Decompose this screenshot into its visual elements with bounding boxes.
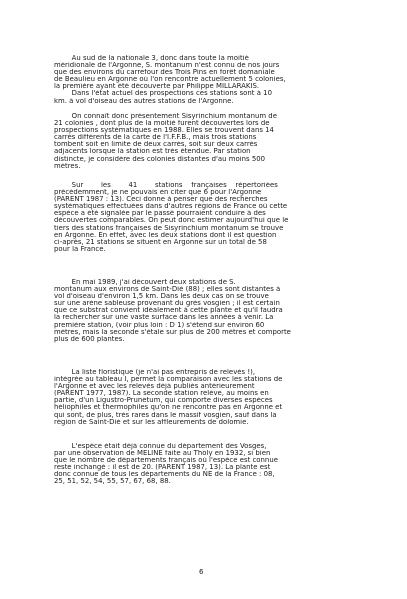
text-line: découvertes comparables. On peut donc estimer aujourd'hui que le: [54, 217, 289, 225]
page-number: 6: [199, 568, 204, 576]
text-line: qui sont, de plus, très rares dans le massif vosgien, sauf dans la: [54, 411, 277, 419]
text-line: (PARENT 1977, 1987). La seconde station relève, au moins en: [54, 390, 269, 398]
paragraph-2: [54, 113, 360, 170]
paragraph-4: [54, 279, 360, 343]
text-line: vol d'oiseau d'environ 1,5 km. Dans les deux cas on se trouve: [54, 293, 269, 301]
text-line: la première ayant été découverte par Philippe MILLARAKIS.: [54, 83, 260, 91]
text-line: 21 colonies , dont plus de la moitié furent découvertes lors de: [54, 120, 270, 128]
text-line: par une observation de MELINE faite au Tholy en 1932, si bien: [54, 450, 271, 458]
text-line: pour la France.: [54, 245, 106, 253]
text-line: que ce substrat convient idéalement à cette plante et qu'il faudra: [54, 307, 283, 315]
paragraph-1: [54, 55, 360, 105]
text-line: tiers des stations françaises de Sisyrinchium montanum se trouve: [54, 224, 284, 232]
text-line: systématiques effectuées dans d'autres régions de France où cette: [54, 203, 288, 211]
text-line: méridionale de l'Argonne, S. montanum n'est connu de nos jours: [54, 62, 280, 70]
text-line: héliophiles et thermophiles qu'on ne rencontre pas en Argonne et: [54, 404, 283, 412]
text-line: sur une arène sableuse provenant du grès vosgien ; il est certain: [54, 300, 280, 308]
text-line: Sur les 41 stations françaises répertoriées: [54, 182, 278, 189]
text-line: l'Argonne et avec les relevés déjà publiés antérieurement: [54, 383, 255, 391]
text-line: mètres, mais la seconde s'étale sur plus de 200 mètres et comporte: [54, 328, 291, 336]
text-line: On connaît donc présentement Sisyrinchium montanum de: [54, 113, 277, 120]
text-line: prospections systématiques en 1988. Elles se trouvent dans 14: [54, 127, 274, 135]
text-line: partie, d'un Ligustro-Prunetum, qui comporte diverses espèces: [54, 397, 273, 405]
text-line: (PARENT 1987 : 13). Ceci donne à penser que des recherches: [54, 196, 268, 204]
text-line: intégrée au tableau I, permet la comparaison avec les stations de: [54, 376, 283, 384]
text-line: tombent soit en limite de deux carrés, soit sur deux carrés: [54, 141, 258, 149]
text-line: montanum aux environs de Saint-Dié (88) ; elles sont distantes à: [54, 286, 281, 294]
text-line: En mai 1989, j'ai découvert deux stations de S.: [54, 279, 236, 286]
text-line: que des environs du carrefour des Trois Pins en forêt domaniale: [54, 69, 275, 77]
text-line: km. à vol d'oiseau des autres stations de l'Argonne.: [54, 97, 234, 105]
text-line: plus de 600 plantes.: [54, 335, 125, 343]
paragraph-5: [54, 369, 360, 426]
text-line: La liste floristique (je n'ai pas entrepris de relevés !),: [54, 369, 256, 376]
text-line: 25, 51, 52, 54, 55, 57, 67, 68, 88.: [54, 478, 171, 486]
text-line: précédemment, je ne pouvais en citer que 6 pour l'Argonne: [54, 189, 262, 197]
text-line: ci-après, 21 stations se situent en Argonne sur un total de 58: [54, 238, 267, 246]
text-line: reste inchangé : il est de 20. (PARENT 1987, 13). La plante est: [54, 464, 271, 472]
text-line: L'espèce était déjà connue du département des Vosges,: [54, 443, 267, 450]
text-line: adjacents lorsque la station est très étendue. Par station: [54, 148, 251, 156]
text-line: que le nombre de départements français où l'espèce est connue: [54, 457, 278, 465]
text-line: espèce a été signalée par le passé pourraient conduire à des: [54, 210, 266, 218]
paragraph-6: [54, 443, 360, 486]
text-line: de Beaulieu en Argonne où l'on rencontre actuellement 5 colonies,: [54, 76, 286, 84]
text-line: en Argonne. En effet, avec les deux stations dont il est question: [54, 231, 277, 239]
text-line: région de Saint-Dié et sur les affleurements de dolomie.: [54, 418, 249, 426]
text-line: donc connue de tous les départements du NE de la France : 08,: [54, 471, 275, 479]
text-line: la rechercher sur une vaste surface dans les années à venir. La: [54, 314, 274, 322]
text-line: distincte, je considère des colonies distantes d'au moins 500: [54, 155, 266, 163]
text-line: Dans l'état actuel des prospections ces stations sont à 10: [54, 90, 272, 98]
text-line: carrés différents de la carte de l'I.F.F.B., mais trois stations: [54, 134, 257, 142]
text-line: première station, (voir plus loin : D 1) s'étend sur environ 60: [54, 321, 265, 329]
text-line: mètres.: [54, 162, 81, 170]
paragraph-3: [54, 182, 360, 253]
text-line: Au sud de la nationale 3, donc dans toute la moitié: [54, 55, 249, 62]
